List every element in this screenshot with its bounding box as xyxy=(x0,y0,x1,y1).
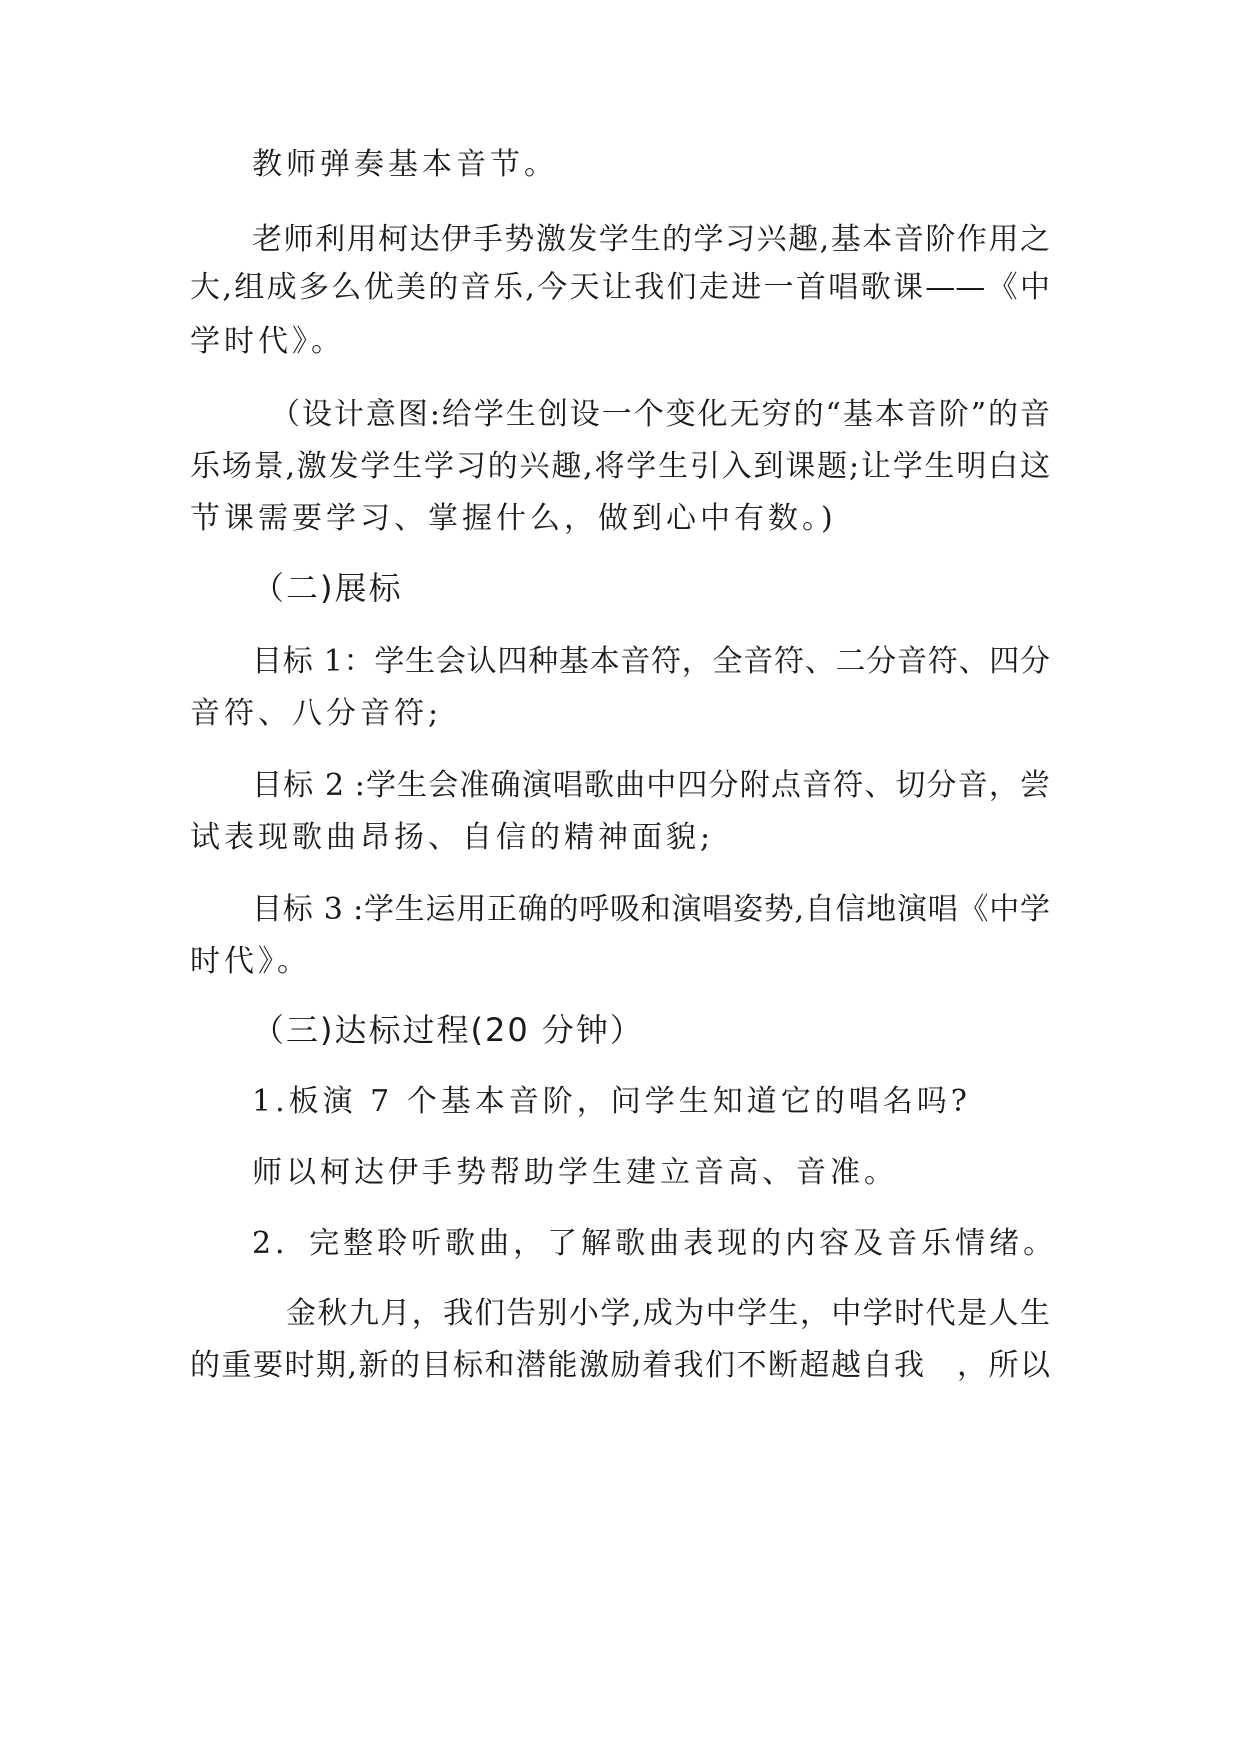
paragraph-line: 乐场景,激发学生学习的兴趣,将学生引入到课题;让学生明白这 xyxy=(190,449,1050,484)
paragraph-line: 的重要时期,新的目标和潜能激励着我们不断超越自我 ，所以 xyxy=(190,1348,1050,1383)
paragraph-line: 老师利用柯达伊手势激发学生的学习兴趣,基本音阶作用之 xyxy=(252,222,1050,257)
section-heading: （三)达标过程(20 分钟） xyxy=(252,1011,644,1049)
paragraph-line: 音符、八分音符; xyxy=(190,696,443,731)
paragraph-line: （设计意图:给学生创设一个变化无穷的“基本音阶”的音 xyxy=(270,397,1050,432)
paragraph-line: 学时代》。 xyxy=(190,324,345,359)
paragraph-line: 时代》。 xyxy=(190,944,311,979)
paragraph-line: 师以柯达伊手势帮助学生建立音高、音准。 xyxy=(252,1155,898,1190)
paragraph-line: 目标 2 :学生会准确演唱歌曲中四分附点音符、切分音，尝 xyxy=(252,768,1050,803)
paragraph-line: 1.板演 7 个基本音阶，问学生知道它的唱名吗? xyxy=(252,1084,971,1119)
document-page xyxy=(190,0,1058,1754)
paragraph-line: 金秋九月，我们告别小学,成为中学生，中学时代是人生 xyxy=(286,1296,1050,1331)
paragraph-line: 2．完整聆听歌曲，了解歌曲表现的内容及音乐情绪。 xyxy=(252,1226,1058,1261)
paragraph-line: 目标 1：学生会认四种基本音符，全音符、二分音符、四分 xyxy=(252,644,1050,679)
paragraph-line: 教师弹奏基本音节。 xyxy=(252,147,558,182)
paragraph-line: 节课需要学习、掌握什么，做到心中有数。) xyxy=(190,501,837,536)
section-heading: （二)展标 xyxy=(252,569,403,607)
paragraph-line: 大,组成多么优美的音乐,今天让我们走进一首唱歌课——《中 xyxy=(190,270,1050,305)
paragraph-line: 目标 3 :学生运用正确的呼吸和演唱姿势,自信地演唱《中学 xyxy=(252,892,1050,927)
paragraph-line: 试表现歌曲昂扬、自信的精神面貌; xyxy=(190,820,715,855)
